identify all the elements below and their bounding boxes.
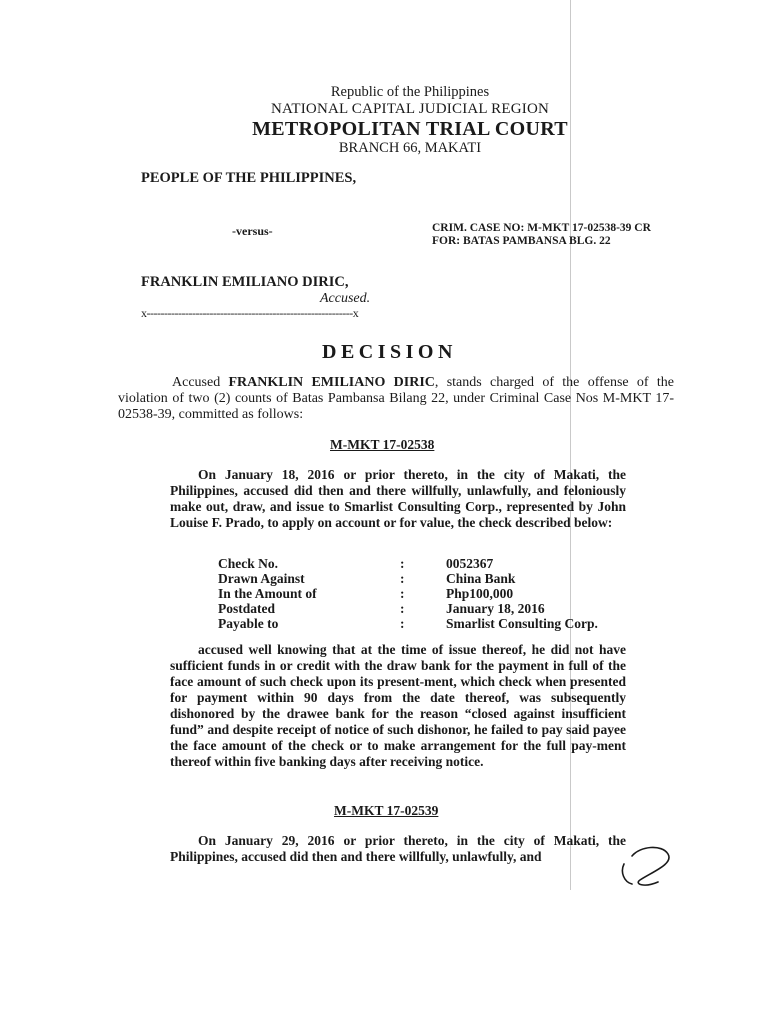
check-detail-value: China Bank <box>446 571 516 586</box>
case-number: CRIM. CASE NO: M-MKT 17-02538-39 CR <box>432 222 651 234</box>
case1-paragraph-2: accused well knowing that at the time of issue thereof, he did not have sufficient funds in or credit with the draw bank for the payment in full of the face amount of such check upon its present-ment, which check when presented for payment within 90 days from the date thereof, was subsequently dishonored by the drawee bank for the reason “closed against insufficient fund” and despite receipt of notice of such dishonor, he failed to pay said payee the face amount of the check or to make arrangement for the full pay-ment thereof within five banking days after receiving notice. <box>170 642 626 769</box>
header-court: METROPOLITAN TRIAL COURT <box>252 118 568 140</box>
check-detail-separator: : <box>400 586 405 601</box>
case1-heading: M-MKT 17-02538 <box>330 437 435 452</box>
check-detail-label: Payable to <box>218 616 279 631</box>
intro-text-pre: Accused <box>172 375 229 390</box>
check-detail-separator: : <box>400 601 405 616</box>
header-republic: Republic of the Philippines <box>330 84 490 100</box>
intro-text-post: , stands charged of the offense of the violation of two (2) counts of Batas Pambansa Bilang 22, under Criminal Case Nos M-MKT 17-02538-39, committed as follows: <box>118 375 674 422</box>
header-branch: BRANCH 66, MAKATI <box>338 140 482 156</box>
intro-accused-name: FRANKLIN EMILIANO DIRIC <box>228 375 435 390</box>
case2-heading: M-MKT 17-02539 <box>334 803 439 818</box>
case-offense: FOR: BATAS PAMBANSA BLG. 22 <box>432 235 611 247</box>
check-detail-separator: : <box>400 616 405 631</box>
plaintiff-name: PEOPLE OF THE PHILIPPINES, <box>141 170 357 186</box>
header-region: NATIONAL CAPITAL JUDICIAL REGION <box>270 101 550 117</box>
versus-label: -versus- <box>232 224 273 238</box>
court-header <box>0 84 768 157</box>
initials-signature <box>618 842 678 890</box>
case2-paragraph: On January 29, 2016 or prior thereto, in the city of Makati, the Philippines, accused did then and there willfully, unlawfully, and <box>170 833 626 864</box>
check-detail-value: 0052367 <box>446 556 494 571</box>
check-detail-label: In the Amount of <box>218 586 317 601</box>
decision-intro <box>118 375 674 423</box>
check-detail-separator: : <box>400 571 405 586</box>
check-detail-value: January 18, 2016 <box>446 601 545 616</box>
accused-label: Accused. <box>320 291 371 306</box>
case-caption <box>432 222 651 248</box>
check-detail-label: Check No. <box>218 556 278 571</box>
caption-separator: x-----------------------------------------------------------x <box>141 306 359 320</box>
check-detail-label: Postdated <box>218 601 275 616</box>
decision-title: DECISION <box>322 341 457 363</box>
accused-name: FRANKLIN EMILIANO DIRIC, <box>141 274 349 290</box>
check-detail-separator: : <box>400 556 405 571</box>
check-detail-label: Drawn Against <box>218 571 305 586</box>
case1-paragraph: On January 18, 2016 or prior thereto, in the city of Makati, the Philippines, accused did then and there willfully, unlawfully, and feloniously make out, draw, and issue to Smarlist Consulting Corp., represented by John Louise F. Prado, to apply on account or for value, the check described below: <box>170 467 626 530</box>
check-detail-value: Php100,000 <box>446 586 514 601</box>
check-detail-value: Smarlist Consulting Corp. <box>446 616 598 631</box>
